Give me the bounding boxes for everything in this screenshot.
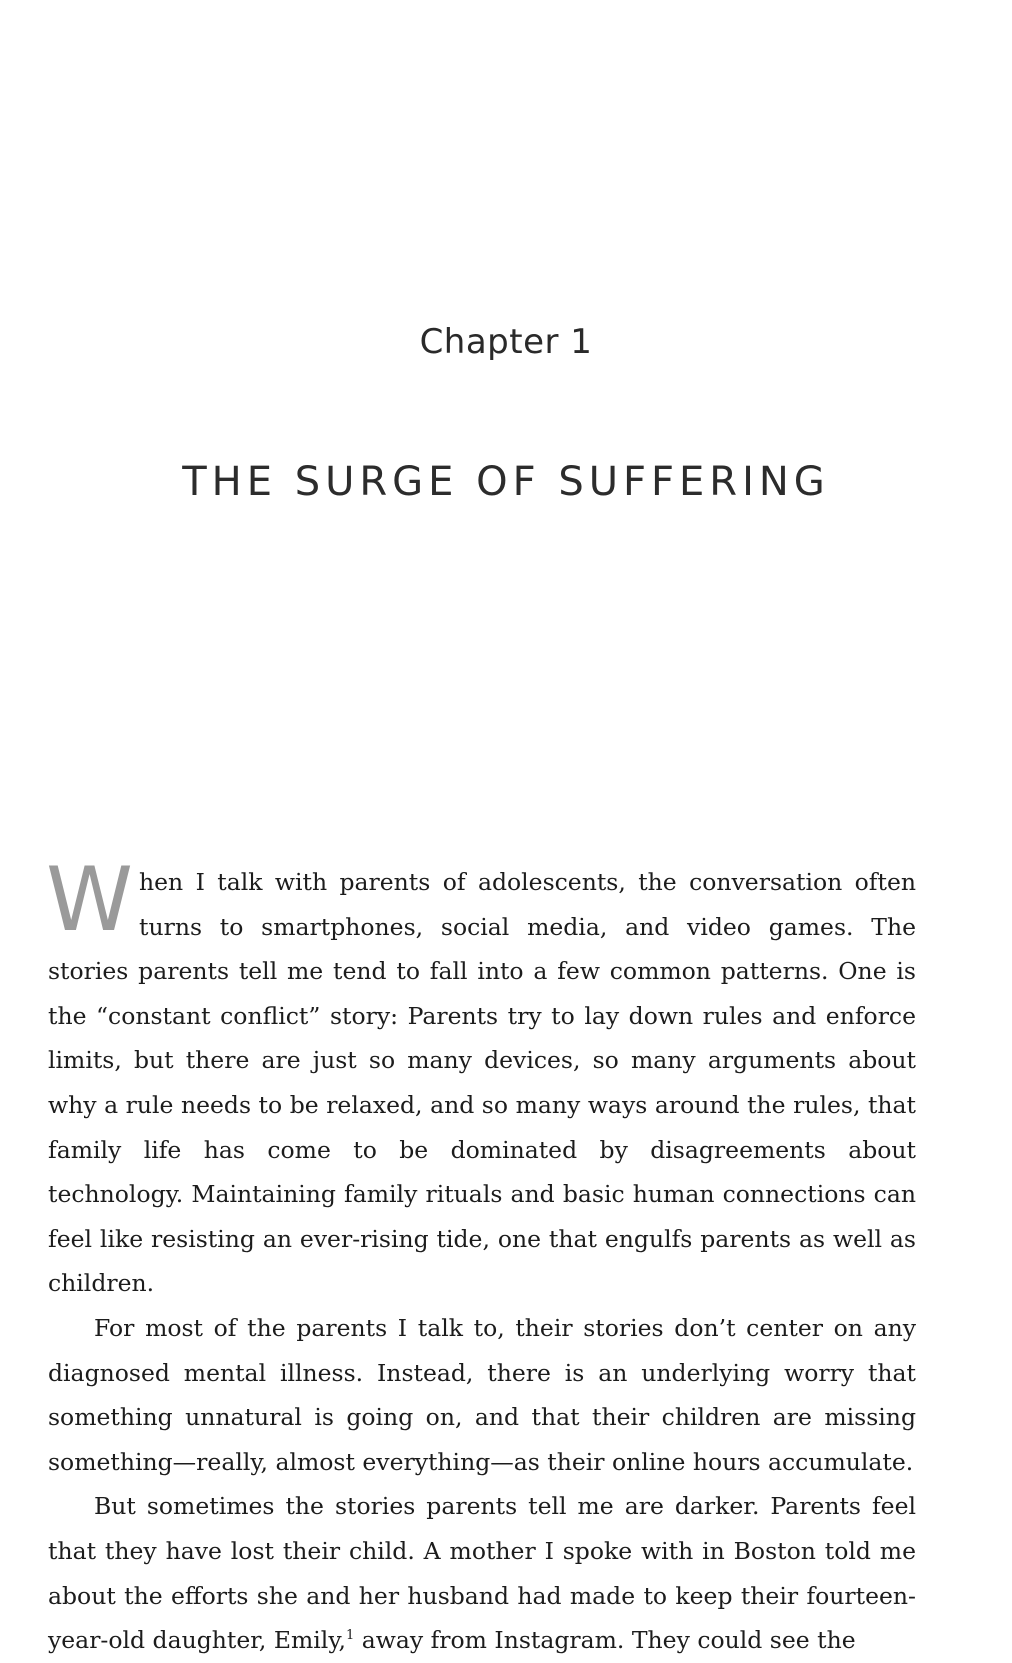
footnote-marker[interactable]: 1 [345,1628,355,1644]
paragraph-3 [48,1484,916,1662]
paragraph-1-text: hen I talk with parents of adolescents, the conversation often turns to smartphones, social media, and video games. The stories parents tell me tend to fall into a few common patterns. One is the “constant conflict” story: Parents try to lay down rules and enforce limits, but there are just so many devices, so many arguments about why a rule needs to be relaxed, and so many ways around the rules, that family life has come to be dominated by disagreements about technology. Maintaining family rituals and basic human connections can feel like resisting an ever-rising tide, one that engulfs parents as well as children. [48,868,916,1298]
paragraph-3-text-start: But sometimes the stories parents tell me are darker. Parents feel that they have lost their child. A mother I spoke with in Boston told me about the efforts she and her husband had made to keep their fourteen-year-old daughter, Emily, [48,1492,916,1655]
paragraph-1 [46,848,916,1306]
paragraph-2: For most of the parents I talk to, their stories don’t center on any diagnosed mental illness. Instead, there is an underlying worry that something unnatural is going on, and that their children are missing something—really, almost everything—as their online hours accumulate. [48,1313,916,1476]
chapter-label: Chapter 1 [419,322,593,362]
drop-cap: W [46,848,134,951]
paragraph-3-text-end: away from Instagram. They could see the [354,1626,856,1655]
chapter-title: THE SURGE OF SUFFERING [182,458,830,505]
body-text [46,848,916,1663]
